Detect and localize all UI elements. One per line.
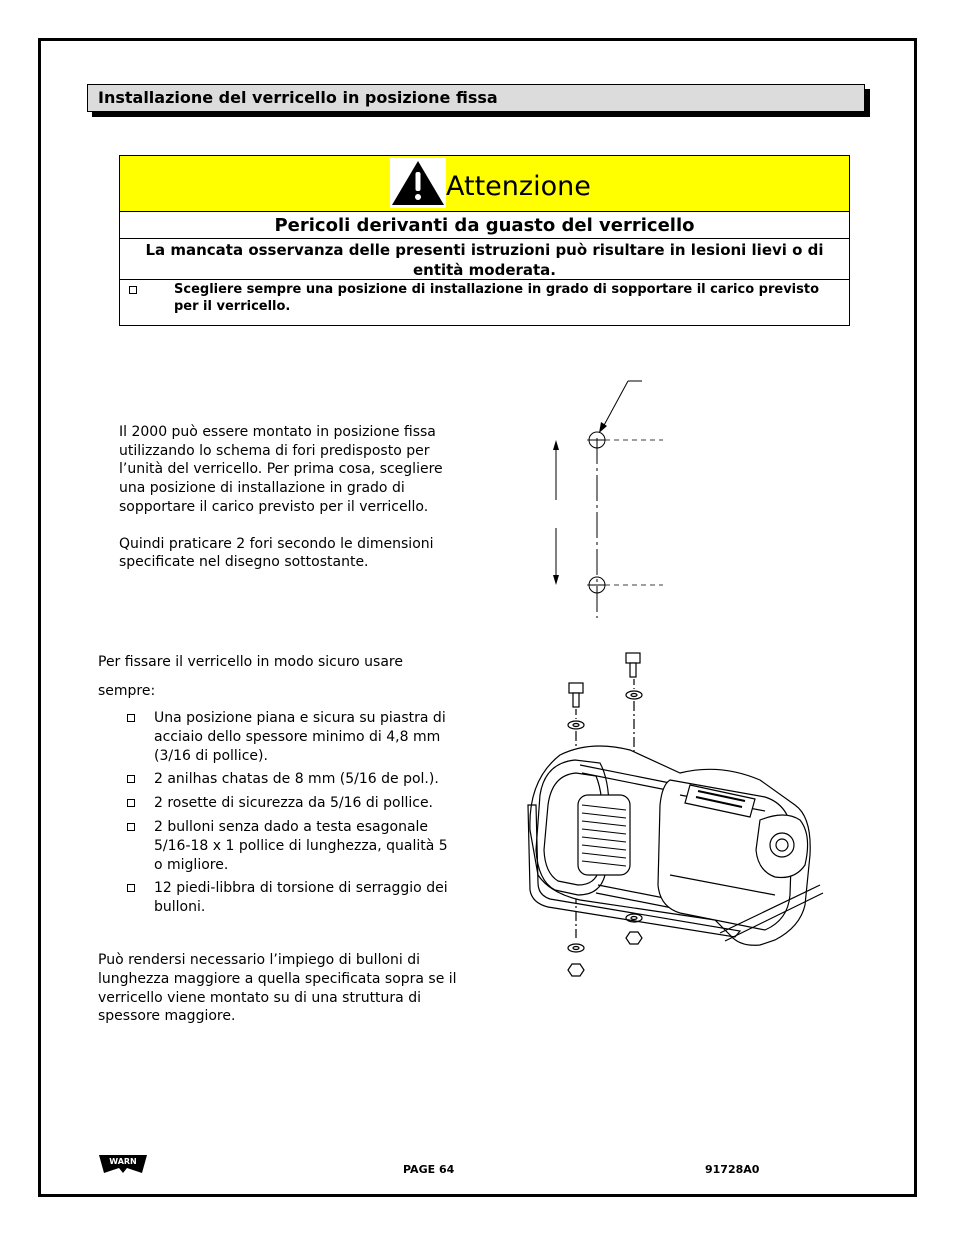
- mounting-hole-pattern-diagram: [540, 375, 680, 625]
- checkbox-bullet-icon: [127, 799, 135, 807]
- warning-instruction: [120, 281, 849, 325]
- list-item: [127, 818, 457, 874]
- warning-triangle-icon: [390, 158, 446, 208]
- checkbox-bullet-icon: [127, 884, 135, 892]
- list-item-text: 2 bulloni senza dado a testa esagonale 5/16-18 x 1 pollice di lunghezza, qualità 5 o migliore.: [154, 818, 448, 873]
- page-number: PAGE 64: [403, 1163, 455, 1176]
- list-item: [127, 770, 457, 789]
- instruction-text: Scegliere sempre una posizione di installazione in grado di sopportare il carico previsto per il verricello.: [174, 282, 820, 314]
- checkbox-bullet-icon: [127, 775, 135, 783]
- requirements-list: [127, 709, 457, 922]
- note-text: Può rendersi necessario l’impiego di bulloni di lunghezza maggiore a quella specificata sopra se il verricello viene montato su di una struttura di spessore maggiore.: [98, 952, 457, 1025]
- warning-box: [119, 155, 850, 326]
- checkbox-bullet-icon: [129, 286, 137, 294]
- list-item-text: Una posizione piana e sicura su piastra di acciaio dello spessore minimo di 4,8 mm (3/16 di pollice).: [154, 710, 446, 764]
- list-item: [127, 794, 457, 813]
- section-title: Installazione del verricello in posizione fissa: [87, 84, 865, 112]
- secure-lead-text: Per fissare il verricello in modo sicuro usare sempre:: [98, 654, 403, 699]
- consequence-text: La mancata osservanza delle presenti istruzioni può risultare in lesioni lievi o di entità moderata.: [120, 240, 849, 280]
- checkbox-bullet-icon: [127, 823, 135, 831]
- list-item-text: 2 anilhas chatas de 8 mm (5/16 de pol.).: [154, 771, 439, 788]
- list-item: [127, 709, 457, 765]
- list-item-text: 2 rosette di sicurezza da 5/16 di pollice.: [154, 795, 434, 812]
- checkbox-bullet-icon: [127, 714, 135, 722]
- intro-text: [119, 423, 449, 572]
- logo-text: WARN: [109, 1157, 137, 1166]
- hazard-heading: Pericoli derivanti da guasto del verricello: [120, 213, 849, 239]
- document-number: 91728A0: [705, 1163, 760, 1176]
- list-item-text: 12 piedi-libbra di torsione di serraggio dei bulloni.: [154, 880, 448, 916]
- warn-logo: [97, 1153, 149, 1175]
- winch-mounting-illustration: [520, 645, 830, 990]
- intro-paragraph: Quindi praticare 2 fori secondo le dimensioni specificate nel disegno sottostante.: [119, 535, 434, 571]
- list-item: [127, 879, 457, 917]
- intro-paragraph: Il 2000 può essere montato in posizione fissa utilizzando lo schema di fori predisposto per l’unità del verricello. Per prima cosa, scegliere una posizione di installazione in grado di sopportare il carico previsto per il verricello.: [119, 424, 443, 515]
- warning-title: Attenzione: [446, 171, 591, 202]
- warning-banner: [120, 156, 849, 212]
